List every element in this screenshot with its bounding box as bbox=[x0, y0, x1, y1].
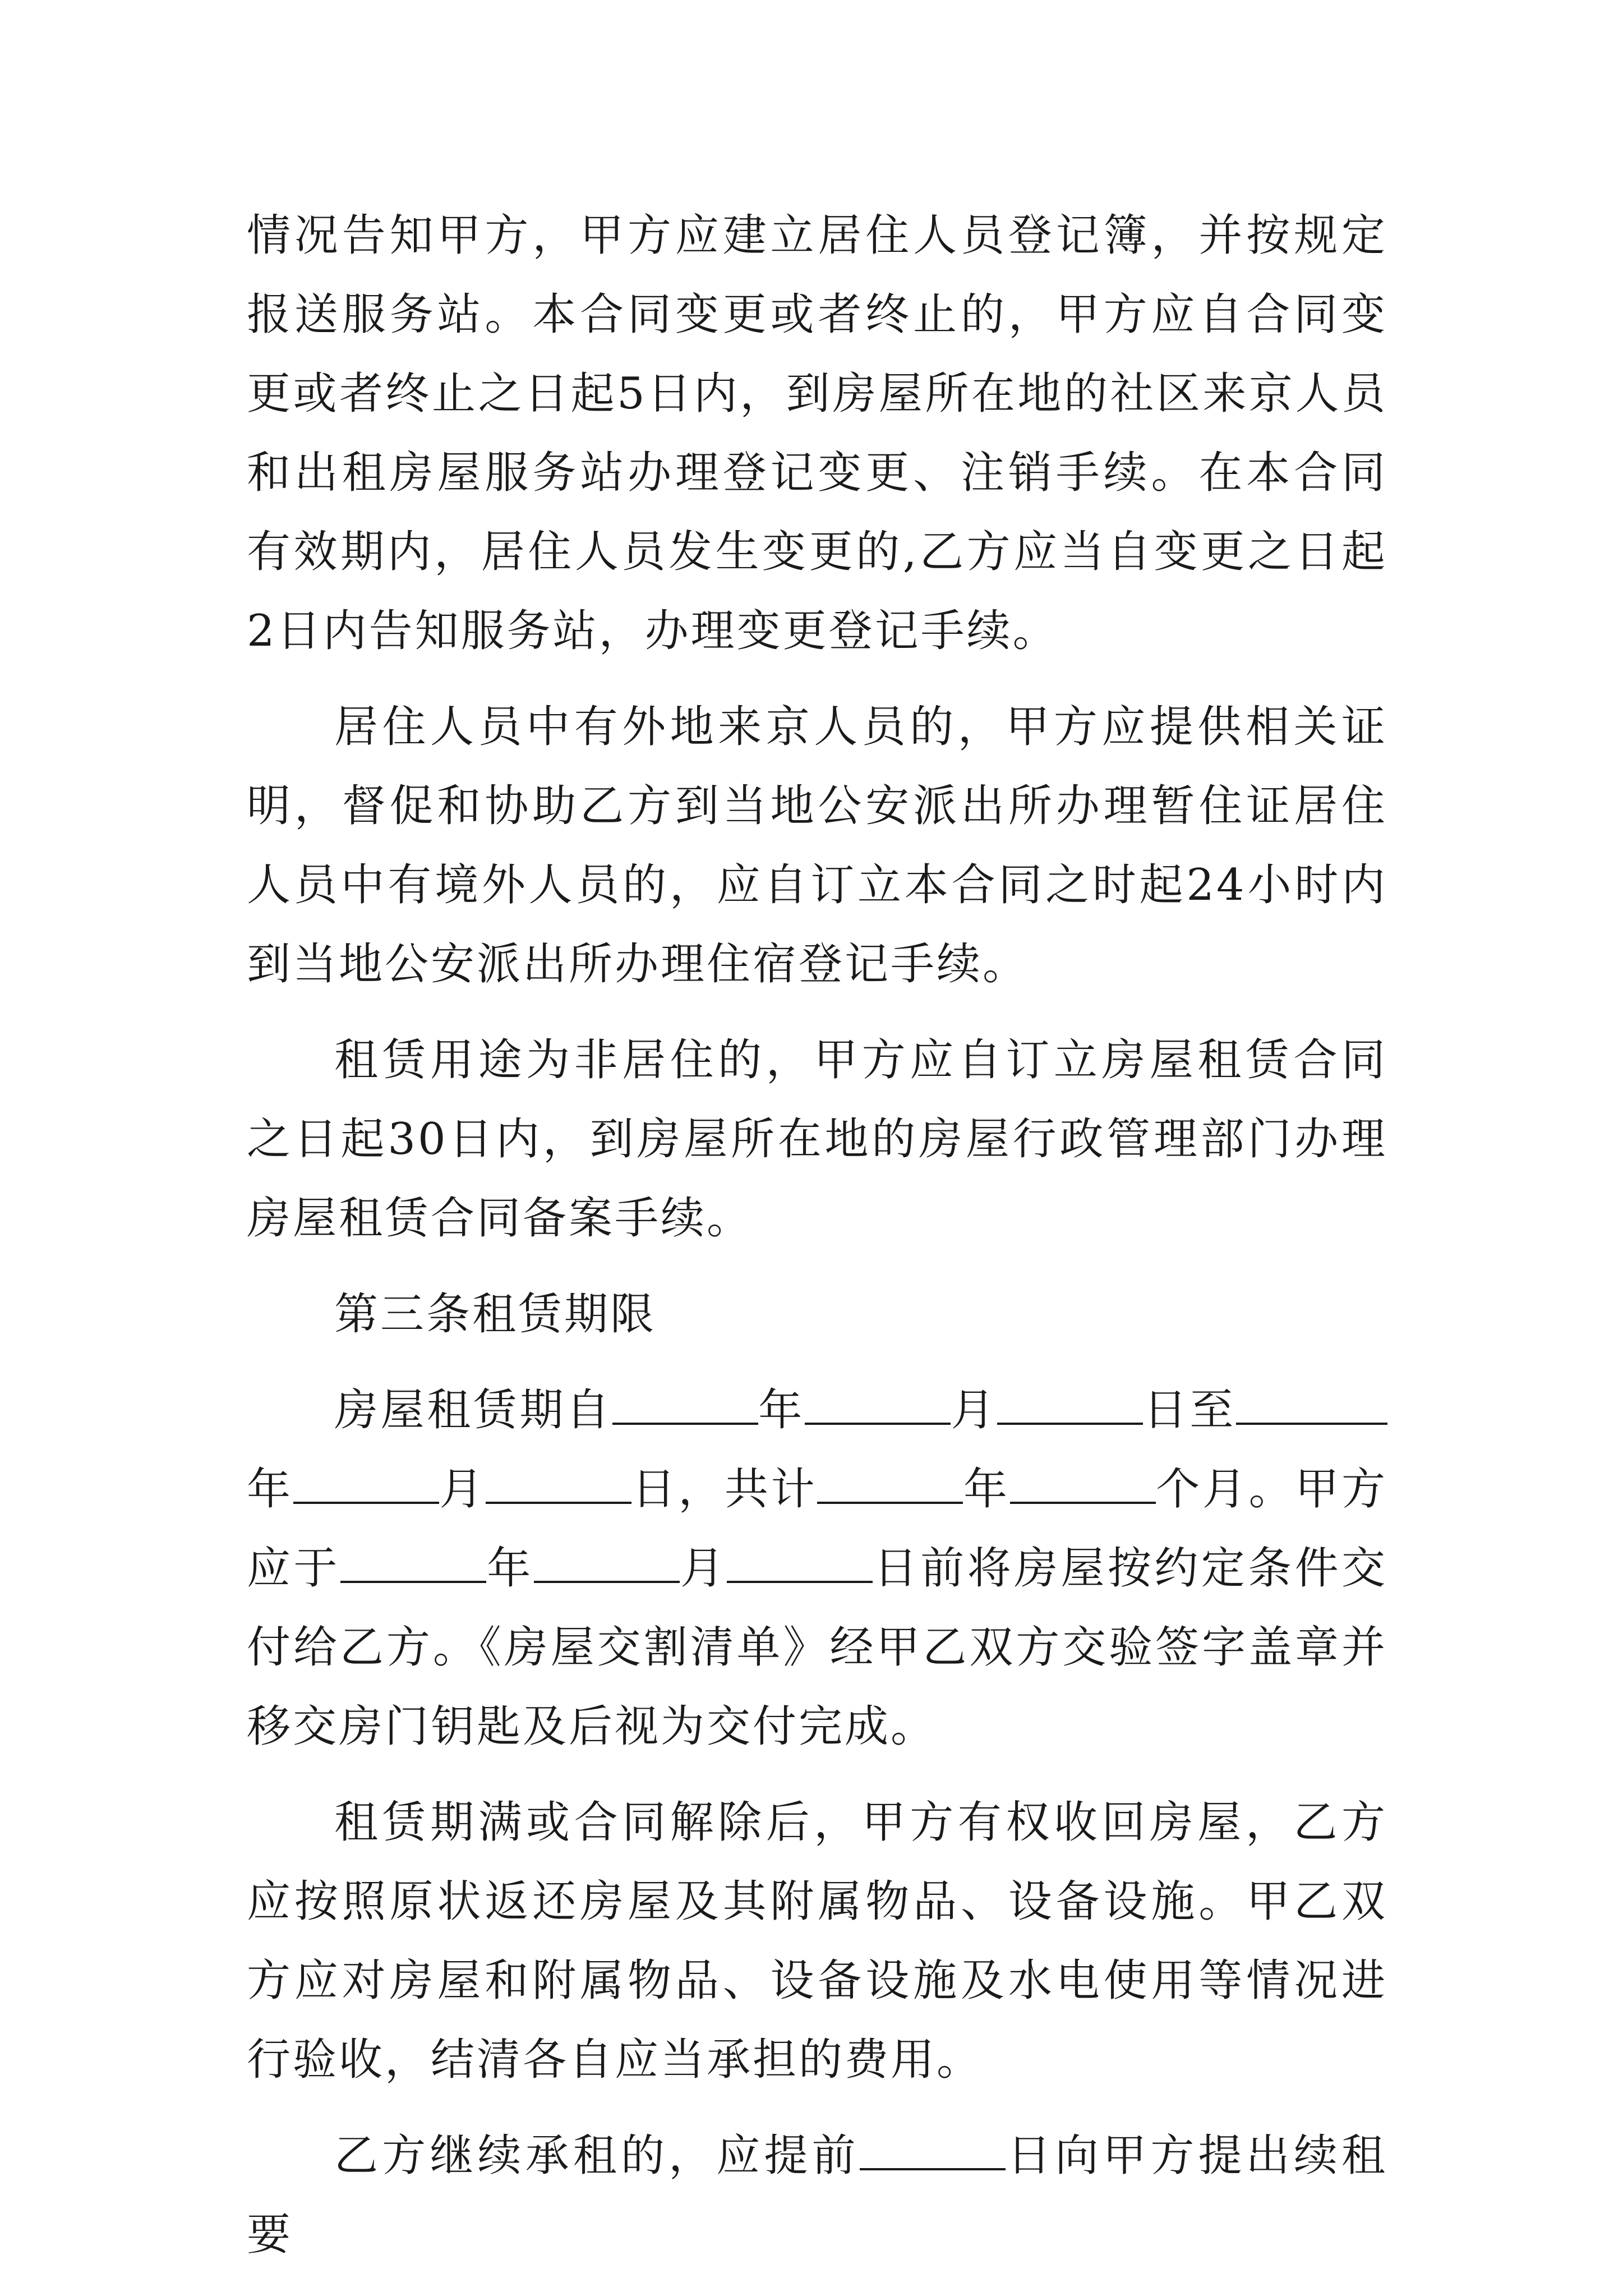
paragraph-lease-renewal bbox=[247, 2116, 1387, 2275]
text-fragment: 月 bbox=[439, 1464, 486, 1515]
text-fragment: 日前将房屋按约定条件交付给乙方。《房屋交割清单》经甲乙双方交验签字盖章并移交房门钥匙及后视为交付完成。 bbox=[247, 1543, 1387, 1752]
paragraph-lease-expiry: 租赁期满或合同解除后，甲方有权收回房屋，乙方应按照原状返还房屋及其附属物品、设备设施。甲乙双方应对房屋和附属物品、设备设施及水电使用等情况进行验收，结清各自应当承担的费用。 bbox=[247, 1797, 1387, 2085]
text-fragment: 乙方继续承租的，应提前 bbox=[334, 2131, 860, 2181]
blank-end-day[interactable] bbox=[486, 1461, 631, 1504]
blank-end-month[interactable] bbox=[293, 1461, 439, 1504]
text-fragment: 年 bbox=[486, 1543, 534, 1594]
text-fragment: 月 bbox=[950, 1385, 998, 1435]
blank-delivery-year[interactable] bbox=[340, 1540, 486, 1583]
text-fragment: 日，共计 bbox=[631, 1464, 818, 1515]
text-fragment: 年 bbox=[758, 1385, 805, 1435]
blank-total-months[interactable] bbox=[1010, 1461, 1156, 1504]
blank-delivery-month[interactable] bbox=[534, 1540, 680, 1583]
text-fragment: 年 bbox=[963, 1464, 1010, 1515]
blank-start-month[interactable] bbox=[805, 1382, 951, 1425]
text-fragment: 日至 bbox=[1143, 1385, 1236, 1435]
text-fragment: 日向甲方提出续租要 bbox=[247, 2131, 1387, 2260]
text-fragment: 月 bbox=[679, 1543, 727, 1594]
blank-start-year[interactable] bbox=[612, 1382, 758, 1425]
blank-start-day[interactable] bbox=[997, 1382, 1143, 1425]
text-fragment: 年 bbox=[247, 1464, 293, 1515]
text-fragment: 个月。甲方应于 bbox=[247, 1464, 1387, 1594]
blank-total-years[interactable] bbox=[817, 1461, 963, 1504]
text-fragment: 房屋租赁期自 bbox=[334, 1385, 612, 1435]
section-heading-lease-term: 第三条租赁期限 bbox=[334, 1289, 657, 1340]
paragraph-lease-period bbox=[247, 1371, 1387, 1766]
paragraph-nonlocal-residents: 居住人员中有外地来京人员的，甲方应提供相关证明，督促和协助乙方到当地公安派出所办理暂住证居住人员中有境外人员的，应自订立本合同之时起24小时内到当地公安派出所办理住宿登记手续。 bbox=[247, 702, 1387, 990]
blank-end-year[interactable] bbox=[1236, 1382, 1387, 1425]
blank-delivery-day[interactable] bbox=[727, 1540, 873, 1583]
paragraph-non-residential-use: 租赁用途为非居住的，甲方应自订立房屋租赁合同之日起30日内，到房屋所在地的房屋行政管理部门办理房屋租赁合同备案手续。 bbox=[247, 1035, 1387, 1244]
paragraph-registration: 情况告知甲方，甲方应建立居住人员登记簿，并按规定报送服务站。本合同变更或者终止的，甲方应自合同变更或者终止之日起5日内，到房屋所在地的社区来京人员和出租房屋服务站办理登记变更、注销手续。在本合同有效期内，居住人员发生变更的,乙方应当自变更之日起2日内告知服务站，办理变更登记手续。 bbox=[247, 210, 1387, 656]
blank-renewal-notice-days[interactable] bbox=[860, 2128, 1006, 2170]
